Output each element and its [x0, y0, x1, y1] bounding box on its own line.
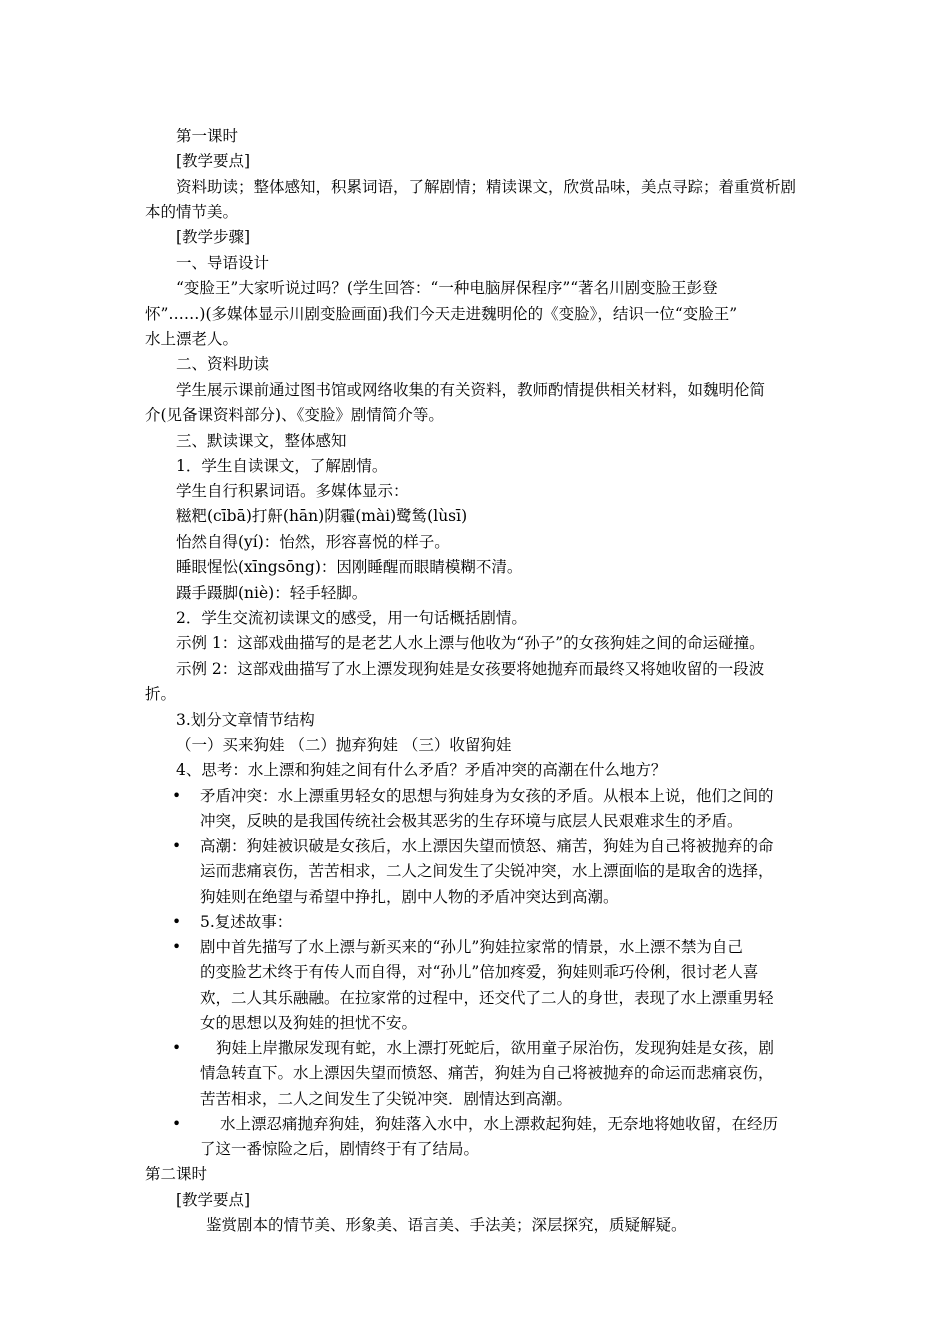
- bullet5-line2: 情急转直下。水上漂因失望而愤怒、痛苦，狗娃为自己将被抛弃的命运而悲痛哀伤，: [200, 1064, 774, 1082]
- lesson1-points-title: [教学要点]: [176, 152, 251, 170]
- section3-item3-sub: （一）买来狗娃 （二）抛弃狗娃 （三）收留狗娃: [176, 736, 512, 754]
- section3-item2: 2．学生交流初读课文的感受，用一句话概括剧情。: [176, 609, 527, 627]
- bullet4-line4: 女的思想以及狗娃的担忧不安。: [200, 1014, 418, 1032]
- bullet-icon: •: [172, 1039, 182, 1057]
- section2-title: 二、资料助读: [176, 355, 270, 373]
- lesson1-heading: 第一课时: [176, 127, 239, 145]
- bullet-icon: •: [172, 837, 182, 855]
- vocab-line3: 睡眼惺忪(xīngsōng)：因刚睡醒而眼睛模糊不清。: [176, 558, 523, 576]
- vocab-line4: 蹑手蹑脚(niè)：轻手轻脚。: [176, 584, 368, 602]
- section3-item3: 3.划分文章情节结构: [176, 711, 315, 729]
- example2-line1: 示例 2：这部戏曲描写了水上漂发现狗娃是女孩要将她抛弃而最终又将她收留的一段波: [176, 660, 765, 678]
- vocab-line2: 怡然自得(yí)：怡然，形容喜悦的样子。: [176, 533, 450, 551]
- lesson1-points-text-line2: 本的情节美。: [145, 203, 239, 221]
- bullet-icon: •: [172, 1115, 182, 1133]
- section1-title: 一、导语设计: [176, 254, 270, 272]
- bullet6-line2: 了这一番惊险之后，剧情终于有了结局。: [200, 1140, 480, 1158]
- lesson2-points-title: [教学要点]: [176, 1191, 251, 1209]
- bullet4-line1: 剧中首先描写了水上漂与新买来的“孙儿”狗娃拉家常的情景，水上漂不禁为自己: [200, 938, 743, 956]
- section3-title: 三、默读课文，整体感知: [176, 432, 347, 450]
- section2-para-line1: 学生展示课前通过图书馆或网络收集的有关资料，教师酌情提供相关材料，如魏明伦简: [176, 381, 766, 399]
- section3-item4: 4、思考：水上漂和狗娃之间有什么矛盾？矛盾冲突的高潮在什么地方？: [176, 761, 667, 779]
- section2-para-line2: 介(见备课资料部分)、《变脸》剧情简介等。: [145, 406, 444, 424]
- section3-item1-sub: 学生自行积累词语。多媒体显示：: [176, 482, 409, 500]
- bullet1-line2: 冲突，反映的是我国传统社会极其恶劣的生存环境与底层人民艰难求生的矛盾。: [200, 812, 743, 830]
- bullet-icon: •: [172, 787, 182, 805]
- bullet2-line3: 狗娃则在绝望与希望中挣扎，剧中人物的矛盾冲突达到高潮。: [200, 888, 619, 906]
- example2-line2: 折。: [145, 685, 177, 703]
- section1-para-line3: 水上漂老人。: [145, 330, 239, 348]
- section1-para-line1: “变脸王”大家听说过吗？(学生回答：“一种电脑屏保程序”“著名川剧变脸王彭登: [176, 279, 718, 297]
- bullet2-line1: 高潮：狗娃被识破是女孩后，水上漂因失望而愤怒、痛苦，狗娃为自己将被抛弃的命: [200, 837, 774, 855]
- bullet4-line3: 欢，二人其乐融融。在拉家常的过程中，还交代了二人的身世，表现了水上漂重男轻: [200, 989, 774, 1007]
- bullet5-line3: 苦苦相求，二人之间发生了尖锐冲突．剧情达到高潮。: [200, 1090, 573, 1108]
- bullet6-line1: 水上漂忍痛抛弃狗娃，狗娃落入水中，水上漂救起狗娃，无奈地将她收留，在经历: [220, 1115, 779, 1133]
- lesson1-points-text-line1: 资料助读；整体感知，积累词语，了解剧情；精读课文，欣赏品味，美点寻踪；着重赏析剧: [176, 178, 797, 196]
- example1: 示例 1：这部戏曲描写的是老艺人水上漂与他收为“孙子”的女孩狗娃之间的命运碰撞。: [176, 634, 765, 652]
- bullet4-line2: 的变脸艺术终于有传人而自得，对“孙儿”倍加疼爱，狗娃则乖巧伶俐，很讨老人喜: [200, 963, 759, 981]
- bullet5-line1: 狗娃上岸撒尿发现有蛇，水上漂打死蛇后，欲用童子尿治伤，发现狗娃是女孩，剧: [216, 1039, 775, 1057]
- section3-item1: 1．学生自读课文，了解剧情。: [176, 457, 388, 475]
- vocab-line1: 糍粑(cībā)打鼾(hān)阴霾(mài)鹭鸶(lùsī): [176, 507, 468, 525]
- lesson1-steps-title: [教学步骤]: [176, 228, 251, 246]
- section1-para-line2: 怀”……)(多媒体显示川剧变脸画面)我们今天走进魏明伦的《变脸》，结识一位“变脸王”: [145, 305, 738, 323]
- lesson2-heading: 第二课时: [145, 1165, 208, 1183]
- bullet2-line2: 运而悲痛哀伤，苦苦相求，二人之间发生了尖锐冲突，水上漂面临的是取舍的选择，: [200, 862, 774, 880]
- bullet-icon: •: [172, 913, 182, 931]
- bullet3-line1: 5.复述故事：: [200, 913, 293, 931]
- bullet1-line1: 矛盾冲突：水上漂重男轻女的思想与狗娃身为女孩的矛盾。从根本上说，他们之间的: [200, 787, 774, 805]
- bullet-icon: •: [172, 938, 182, 956]
- lesson2-points-text: 鉴赏剧本的情节美、形象美、语言美、手法美；深层探究，质疑解疑。: [206, 1216, 687, 1234]
